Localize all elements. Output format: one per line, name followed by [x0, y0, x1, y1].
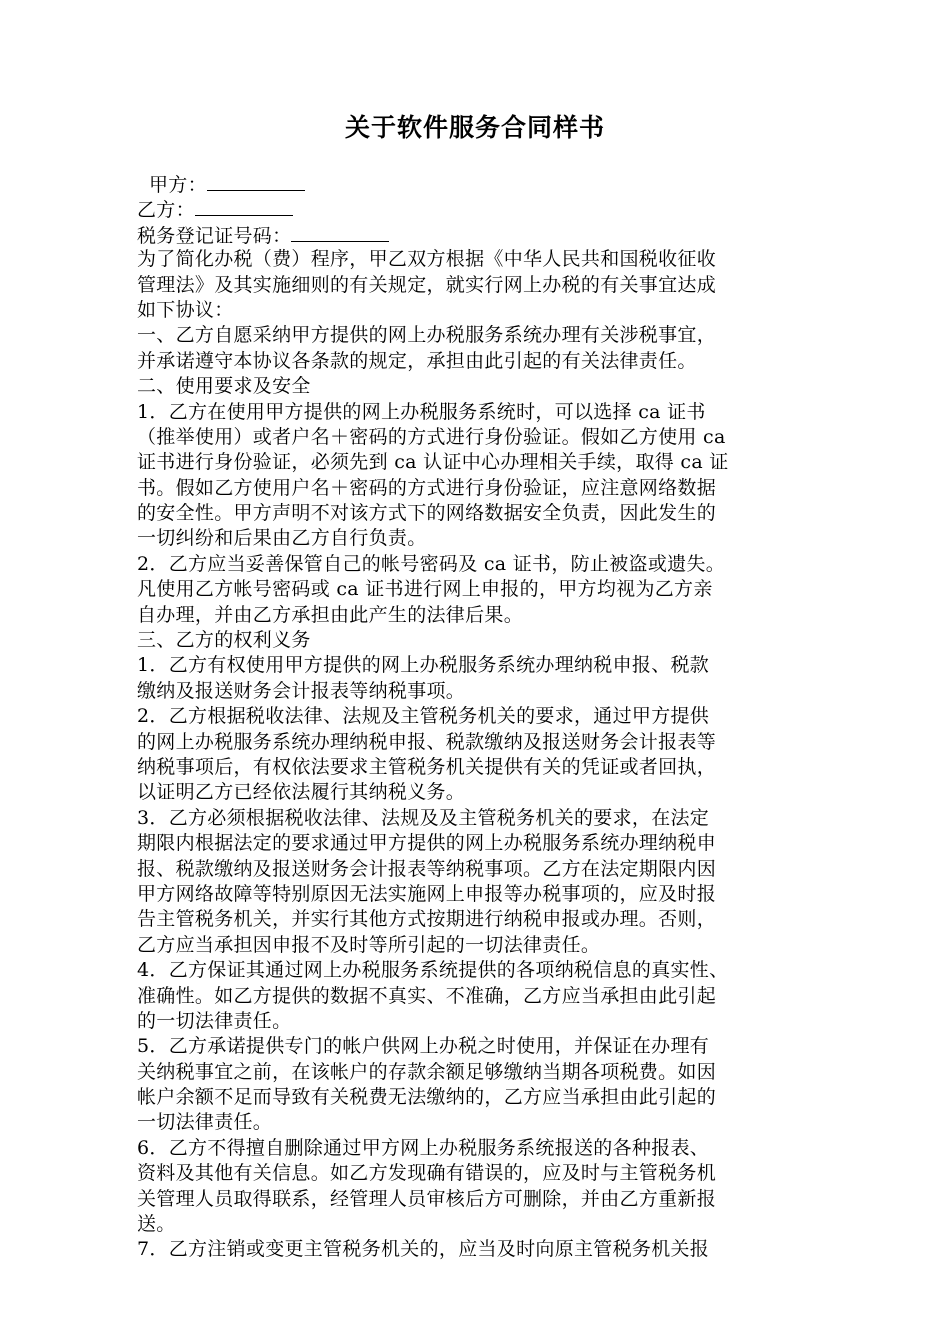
party-a-field: [137, 171, 827, 196]
paragraph-line: 一切纠纷和后果由乙方自行负责。: [137, 527, 427, 550]
paragraph-line: 5．乙方承诺提供专门的帐户供网上办税之时使用，并保证在办理有: [137, 1035, 710, 1058]
party-a-blank[interactable]: [207, 171, 305, 191]
party-b-label: 乙方：: [137, 199, 195, 222]
document-title: 关于软件服务合同样书: [344, 113, 605, 142]
paragraph-line: 报、税款缴纳及报送财务会计报表等纳税事项。乙方在法定期限内因: [137, 857, 717, 880]
paragraph-line: 并承诺遵守本协议各条款的规定，承担由此引起的有关法律责任。: [137, 349, 697, 372]
paragraph-line: 准确性。如乙方提供的数据不真实、不准确，乙方应当承担由此引起: [137, 984, 717, 1007]
paragraph-line: 证书进行身份验证，必须先到 ca 认证中心办理相关手续，取得 ca 证: [137, 451, 729, 474]
paragraph-line: 纳税事项后，有权依法要求主管税务机关提供有关的凭证或者回执，: [137, 755, 717, 778]
paragraph-line: 资料及其他有关信息。如乙方发现确有错误的，应及时与主管税务机: [137, 1162, 717, 1185]
paragraph-line: 的网上办税服务系统办理纳税申报、税款缴纳及报送财务会计报表等: [137, 730, 717, 753]
paragraph-line: 凡使用乙方帐号密码或 ca 证书进行网上申报的，甲方均视为乙方亲: [137, 578, 713, 601]
paragraph-line: 书。假如乙方使用户名＋密码的方式进行身份验证，应注意网络数据: [137, 476, 717, 499]
paragraph-line: 送。: [137, 1213, 176, 1236]
paragraph-line: 告主管税务机关，并实行其他方式按期进行纳税申报或办理。否则，: [137, 908, 717, 931]
paragraph-line: 的安全性。甲方声明不对该方式下的网络数据安全负责，因此发生的: [137, 502, 717, 525]
paragraph-line: 1．乙方在使用甲方提供的网上办税服务系统时，可以选择 ca 证书: [137, 400, 706, 423]
paragraph-line: 缴纳及报送财务会计报表等纳税事项。: [137, 679, 466, 702]
paragraph-line: 6．乙方不得擅自删除通过甲方网上办税服务系统报送的各种报表、: [137, 1136, 710, 1159]
party-b-field: [137, 196, 827, 221]
section-heading: 三、乙方的权利义务: [137, 629, 311, 652]
paragraph-line: 自办理，并由乙方承担由此产生的法律后果。: [137, 603, 524, 626]
paragraph-line: 如下协议：: [137, 298, 234, 321]
paragraph-line: （推举使用）或者户名＋密码的方式进行身份验证。假如乙方使用 ca: [137, 425, 726, 448]
paragraph-line: 2．乙方根据税收法律、法规及主管税务机关的要求，通过甲方提供: [137, 705, 710, 728]
paragraph-line: 关管理人员取得联系，经管理人员审核后方可删除，并由乙方重新报: [137, 1187, 717, 1210]
tax-registration-blank[interactable]: [291, 222, 389, 242]
paragraph-line: 一切法律责任。: [137, 1111, 273, 1134]
paragraph-line: 为了简化办税（费）程序，甲乙双方根据《中华人民共和国税收征收: [137, 248, 717, 271]
paragraph-line: 4．乙方保证其通过网上办税服务系统提供的各项纳税信息的真实性、: [137, 959, 729, 982]
paragraph-line: 甲方网络故障等特别原因无法实施网上申报等办税事项的，应及时报: [137, 882, 717, 905]
paragraph-line: 3．乙方必须根据税收法律、法规及及主管税务机关的要求，在法定: [137, 806, 710, 829]
party-b-blank[interactable]: [195, 196, 293, 216]
paragraph-line: 关纳税事宜之前，在该帐户的存款余额足够缴纳当期各项税费。如因: [137, 1060, 717, 1083]
document-body: [137, 171, 827, 1263]
paragraph-line: 乙方应当承担因申报不及时等所引起的一切法律责任。: [137, 933, 601, 956]
paragraph-line: 一、乙方自愿采纳甲方提供的网上办税服务系统办理有关涉税事宜，: [137, 324, 717, 347]
tax-registration-label: 税务登记证号码：: [137, 224, 292, 247]
paragraph-line: 帐户余额不足而导致有关税费无法缴纳的，乙方应当承担由此引起的: [137, 1086, 717, 1109]
section-heading: 二、使用要求及安全: [137, 375, 311, 398]
paragraph-line: 管理法》及其实施细则的有关规定，就实行网上办税的有关事宜达成: [137, 273, 717, 296]
paragraph-line: 2．乙方应当妥善保管自己的帐号密码及 ca 证书，防止被盗或遗失。: [137, 552, 726, 575]
tax-registration-field: [137, 222, 827, 247]
paragraph-line: 1．乙方有权使用甲方提供的网上办税服务系统办理纳税申报、税款: [137, 654, 710, 677]
paragraph-line: 以证明乙方已经依法履行其纳税义务。: [137, 781, 466, 804]
paragraph-line: 的一切法律责任。: [137, 1009, 292, 1032]
party-a-label: 甲方：: [149, 174, 207, 196]
paragraph-line: 7．乙方注销或变更主管税务机关的，应当及时向原主管税务机关报: [137, 1238, 710, 1261]
paragraph-line: 期限内根据法定的要求通过甲方提供的网上办税服务系统办理纳税申: [137, 832, 717, 855]
